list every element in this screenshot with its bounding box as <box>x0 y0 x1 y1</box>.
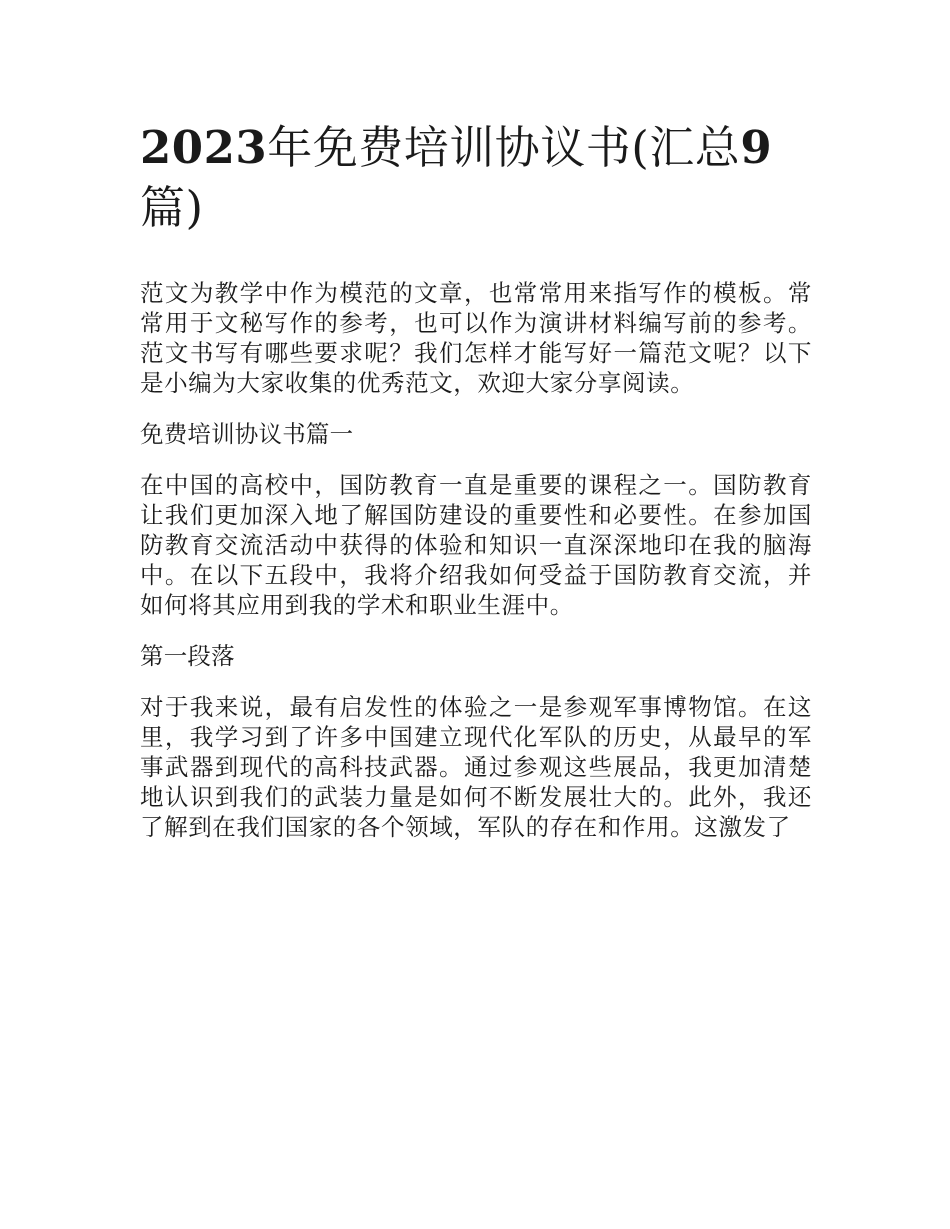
body-paragraph-2: 对于我来说，最有启发性的体验之一是参观军事博物馆。在这里，我学习到了许多中国建立现代化军队的历史，从最早的军事武器到现代的高科技武器。通过参观这些展品，我更加清楚地认识到我们的武装力量是如何不断发展壮大的。此外，我还了解到在我们国家的各个领域，军队的存在和作用。这激发了 <box>140 693 812 841</box>
document-body <box>140 278 812 842</box>
document-page <box>140 118 812 863</box>
title-text: 年免费培训协议书(汇总 <box>267 121 741 174</box>
title-count: 9 <box>740 121 773 174</box>
section-heading: 免费培训协议书篇一 <box>140 420 354 448</box>
body-paragraph-1: 在中国的高校中，国防教育一直是重要的课程之一。国防教育让我们更加深入地了解国防建设的重要性和必要性。在参加国防教育交流活动中获得的体验和知识一直深深地印在我的脑海中。在以下五段中，我将介绍我如何受益于国防教育交流，并如何将其应用到我的学术和职业生涯中。 <box>140 471 812 619</box>
title-suffix: 篇) <box>140 181 204 234</box>
subheading-first-paragraph: 第一段落 <box>140 642 235 670</box>
intro-paragraph: 范文为教学中作为模范的文章，也常常用来指写作的模板。常常用于文秘写作的参考，也可以作为演讲材料编写前的参考。范文书写有哪些要求呢？我们怎样才能写好一篇范文呢？以下是小编为大家收集的优秀范文，欢迎大家分享阅读。 <box>140 279 812 397</box>
document-title <box>140 118 812 238</box>
title-year: 2023 <box>140 121 268 174</box>
